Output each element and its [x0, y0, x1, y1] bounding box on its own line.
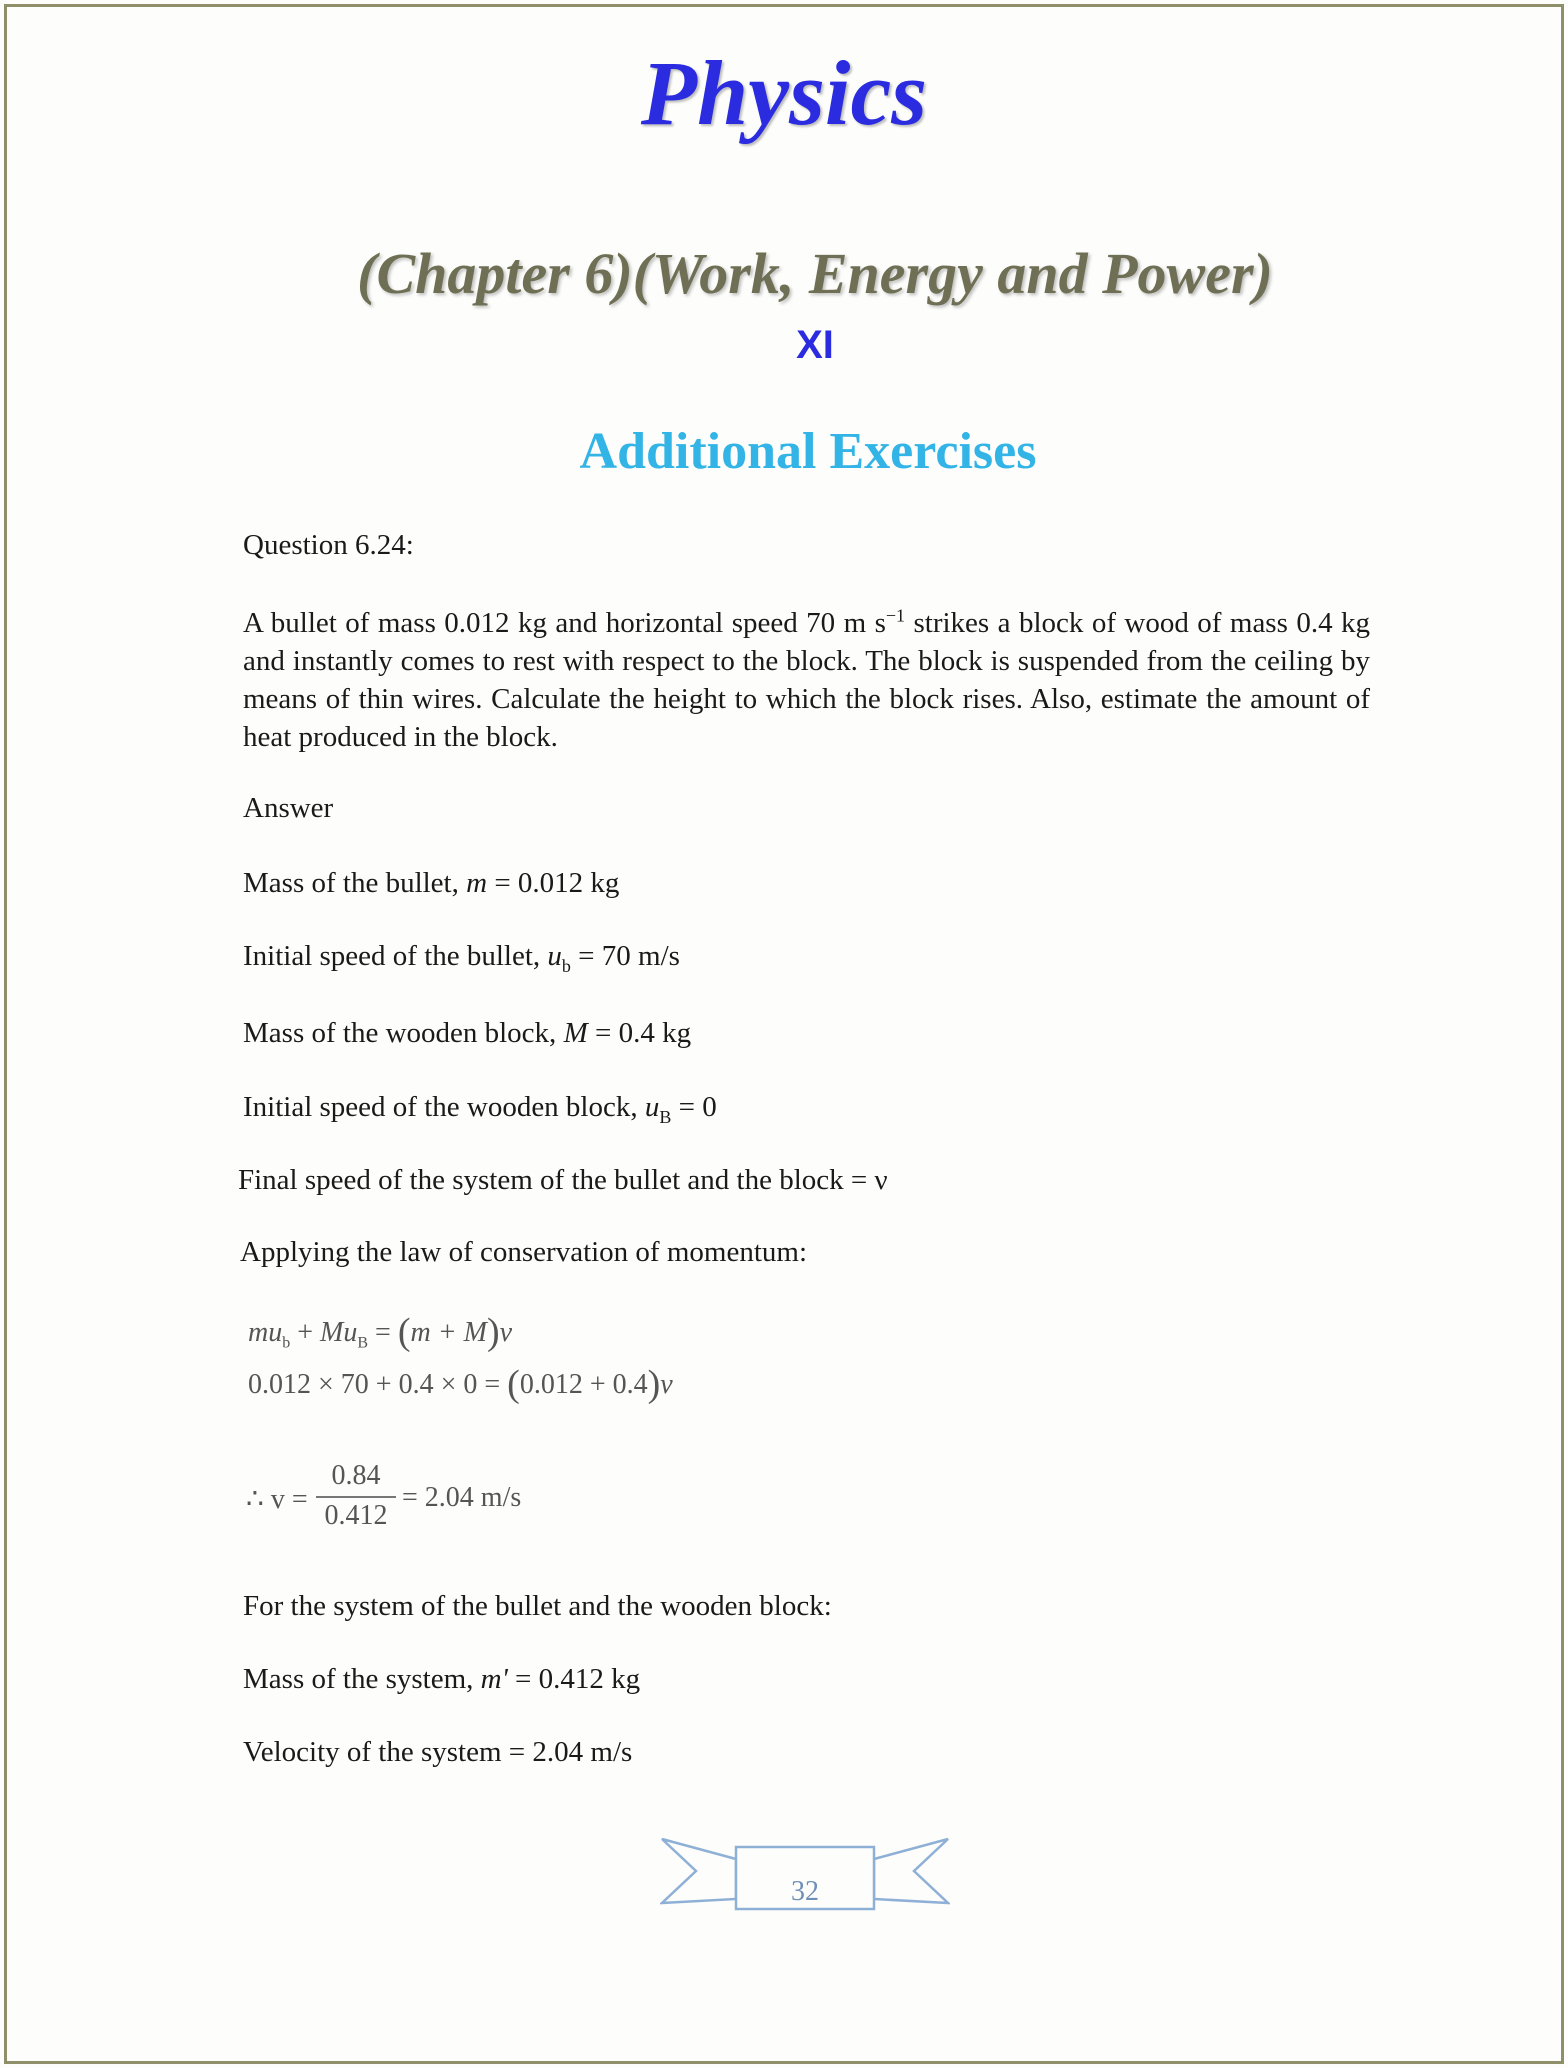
mass-bullet-line: Mass of the bullet, m = 0.012 kg: [243, 867, 620, 899]
page-number: 32: [791, 1876, 819, 1907]
mass-system-line: Mass of the system, m' = 0.412 kg: [243, 1663, 641, 1695]
section-heading: Additional Exercises: [579, 423, 1037, 480]
page-border: [4, 4, 1564, 2064]
mass-block-line: Mass of the wooden block, M = 0.4 kg: [243, 1017, 692, 1049]
answer-label: Answer: [243, 792, 334, 824]
grade-label: XI: [796, 323, 834, 367]
fraction-denominator: 0.412: [324, 1500, 388, 1531]
initial-speed-block-line: Initial speed of the wooden block, $u_B = 0$: [243, 1091, 717, 1127]
momentum-equation-symbolic: $mu_b + Mu_B = (m + M)v$: [248, 1311, 513, 1353]
momentum-equation-numeric: 0.012 × 70 + 0.4 × 0 = (0.012 + 0.4)v: [248, 1363, 673, 1405]
page-title: Physics: [640, 42, 928, 144]
velocity-fraction: [316, 1460, 396, 1532]
chapter-heading: (Chapter 6)(Work, Energy and Power): [357, 241, 1273, 306]
conservation-line: Applying the law of conservation of momentum:: [240, 1236, 808, 1268]
question-label: Question 6.24:: [243, 529, 414, 561]
system-intro-line: For the system of the bullet and the wooden block:: [243, 1590, 832, 1622]
fraction-bar: [316, 1496, 396, 1498]
question-text: A bullet of mass 0.012 kg and horizontal speed 70 m $s^{-1}$ strikes a block of wood of mass 0.4 kg and instantly comes to rest with respect to the block. The block is suspended from the ceiling by means of thin wires. Calculate the height to which the block rises. Also, estimate the amount of heat produced in the block.: [243, 605, 1371, 753]
velocity-system-line: Velocity of the system = 2.04 m/s: [243, 1736, 633, 1768]
initial-speed-bullet-line: Initial speed of the bullet, $u_b = 70$ m/s: [243, 940, 680, 976]
final-speed-line: Final speed of the system of the bullet and the block = ν: [238, 1164, 888, 1196]
superscript: −1: [885, 605, 906, 626]
velocity-equation-result: = 2.04 m/s: [402, 1482, 522, 1513]
fraction-numerator: 0.84: [331, 1460, 381, 1491]
velocity-equation-prefix: ∴ v =: [246, 1484, 308, 1515]
